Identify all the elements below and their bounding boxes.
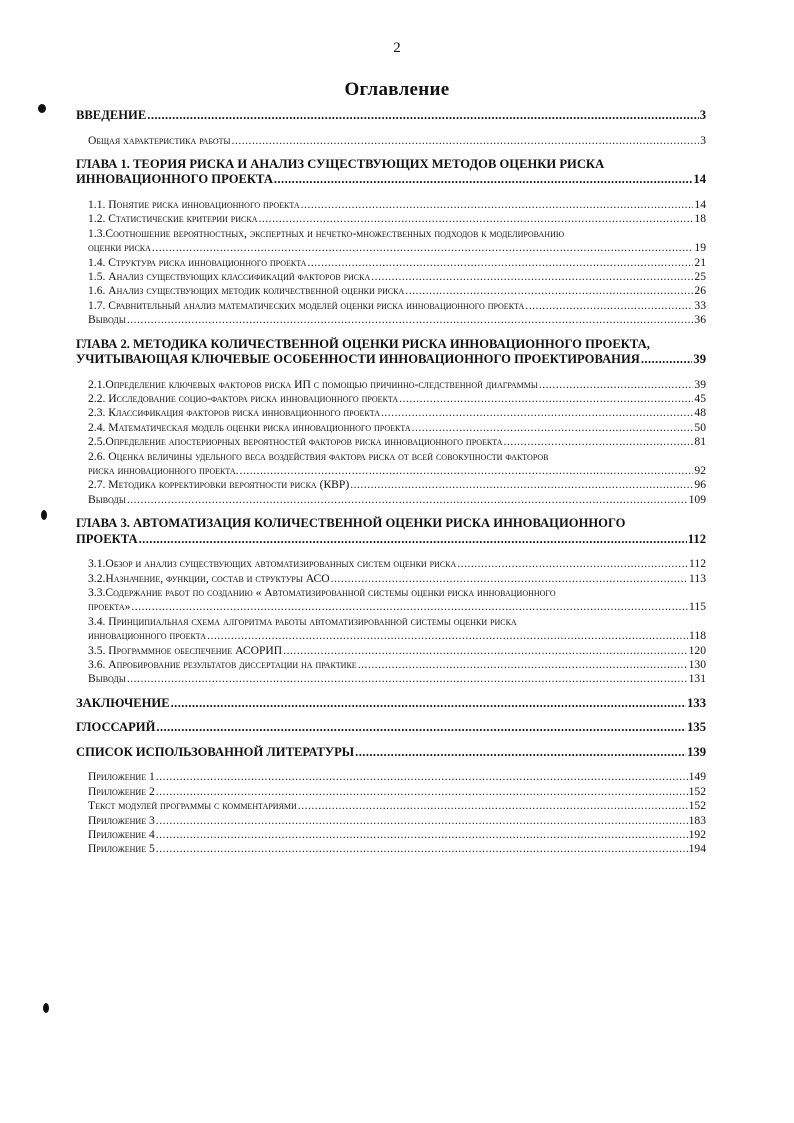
- toc-entry[interactable]: риска инновационного проекта. ..... 92: [76, 464, 706, 478]
- toc-entry-wrap[interactable]: 2.6. Оценка величины удельного веса воздействия фактора риска от всей совокупности факторов: [88, 449, 549, 463]
- toc-entry[interactable]: 1.1. Понятие риска инновационного проекта ..... 14: [76, 198, 706, 212]
- toc-entry[interactable]: Выводы ..... 36: [76, 313, 706, 327]
- toc-entry[interactable]: 2.3. Классификация факторов риска инновационного проекта ..... 48: [76, 406, 706, 420]
- toc-entry-glossary[interactable]: ГЛОССАРИЙ ..... 135: [76, 720, 706, 736]
- toc-entry[interactable]: 1.5. Анализ существующих классификаций факторов риска ..... 25: [76, 270, 706, 284]
- toc-entry-appendix[interactable]: Приложение 4 ..... 192: [76, 828, 706, 842]
- toc-entry-appendix[interactable]: Приложение 1 ..... 149: [76, 770, 706, 784]
- toc-entry[interactable]: 2.2. Исследование социо-фактора риска инновационного проекта ..... 45: [76, 392, 706, 406]
- chapter-3-heading-line2[interactable]: ПРОЕКТА ..... 112: [76, 532, 706, 548]
- toc-entry-intro[interactable]: ВВЕДЕНИЕ ..... 3: [76, 108, 706, 124]
- scan-blot: [41, 510, 47, 520]
- chapter-2-heading-line2[interactable]: УЧИТЫВАЮЩАЯ КЛЮЧЕВЫЕ ОСОБЕННОСТИ ИННОВАЦИОННОГО ПРОЕКТИРОВАНИЯ ..... 39: [76, 352, 706, 368]
- toc-entry[interactable]: оценки риска ..... 19: [76, 241, 706, 255]
- toc-entry-appendix[interactable]: Приложение 2 ..... 152: [76, 785, 706, 799]
- toc-entry[interactable]: Выводы ..... 109: [76, 493, 706, 507]
- toc-entry[interactable]: 1.2. Статистические критерии риска ..... 18: [76, 212, 706, 226]
- toc-entry[interactable]: 3.1.Обзор и анализ существующих автоматизированных систем оценки риска ..... 112: [76, 557, 706, 571]
- toc-entry[interactable]: 2.1.Определение ключевых факторов риска ИП с помощью причинно-следственной диаграммы ..... 39: [76, 378, 706, 392]
- toc-entry[interactable]: 3.5. Программное обеспечение АСОРИП ..... 120: [76, 644, 706, 658]
- page-title: Оглавление: [344, 79, 450, 100]
- toc-entry[interactable]: 1.7. Сравнительный анализ математических моделей оценки риска инновационного проекта ..... 33: [76, 299, 706, 313]
- toc-entry-wrap[interactable]: 3.4. Принципиальная схема алгоритма работы автоматизированной системы оценки риска: [88, 614, 517, 628]
- toc-entry[interactable]: 2.7. Методика корректировки вероятности риска (КВР) ..... 96: [76, 478, 706, 492]
- toc-entry[interactable]: 1.4. Структура риска инновационного проекта ..... 21: [76, 256, 706, 270]
- toc-entry[interactable]: Выводы ..... 131: [76, 672, 706, 686]
- chapter-1-heading-line2[interactable]: ИННОВАЦИОННОГО ПРОЕКТА ..... 14: [76, 172, 706, 188]
- toc-entry[interactable]: Общая характеристика работы ..... 3: [76, 134, 706, 148]
- page-number: 2: [393, 40, 401, 56]
- chapter-1-heading[interactable]: ГЛАВА 1. ТЕОРИЯ РИСКА И АНАЛИЗ СУЩЕСТВУЮЩИХ МЕТОДОВ ОЦЕНКИ РИСКА: [76, 156, 605, 171]
- toc-entry[interactable]: 2.4. Математическая модель оценки риска инновационного проекта ..... 50: [76, 421, 706, 435]
- toc-entry[interactable]: инновационного проекта ..... 118: [76, 629, 706, 643]
- toc-entry-appendix[interactable]: Приложение 5 ..... 194: [76, 842, 706, 856]
- toc-entry[interactable]: 3.6. Апробирование результатов диссертации на практике ..... 130: [76, 658, 706, 672]
- scan-blot: [43, 1003, 49, 1013]
- toc-entry-conclusion[interactable]: ЗАКЛЮЧЕНИЕ ..... 133: [76, 696, 706, 712]
- toc-entry-references[interactable]: СПИСОК ИСПОЛЬЗОВАННОЙ ЛИТЕРАТУРЫ ..... 139: [76, 745, 706, 761]
- toc-entry-appendix[interactable]: Приложение 3 ..... 183: [76, 814, 706, 828]
- toc-entry[interactable]: 1.6. Анализ существующих методик количественной оценки риска ..... 26: [76, 284, 706, 298]
- toc-entry[interactable]: проекта» ..... 115: [76, 600, 706, 614]
- toc-entry-wrap[interactable]: 3.3.Содержание работ по созданию « Автоматизированной системы оценки риска инновационного: [88, 586, 556, 600]
- toc-entry[interactable]: 2.5.Определение апостериорных вероятностей факторов риска инновационного проекта ..... 81: [76, 435, 706, 449]
- chapter-3-heading[interactable]: ГЛАВА 3. АВТОМАТИЗАЦИЯ КОЛИЧЕСТВЕННОЙ ОЦЕНКИ РИСКА ИННОВАЦИОННОГО: [76, 516, 626, 531]
- toc-entry-appendix[interactable]: Текст модулей программы с комментариями ..... 152: [76, 799, 706, 813]
- table-of-contents: [76, 108, 706, 857]
- chapter-2-heading[interactable]: ГЛАВА 2. МЕТОДИКА КОЛИЧЕСТВЕННОЙ ОЦЕНКИ РИСКА ИННОВАЦИОННОГО ПРОЕКТА,: [76, 336, 650, 351]
- scan-blot: [38, 104, 46, 113]
- toc-entry-wrap[interactable]: 1.3.Соотношение вероятностных, экспертных и нечетко-множественных подходов к моделированию: [88, 226, 565, 240]
- toc-entry[interactable]: 3.2.Назначение, функции, состав и структуры АСО ..... 113: [76, 572, 706, 586]
